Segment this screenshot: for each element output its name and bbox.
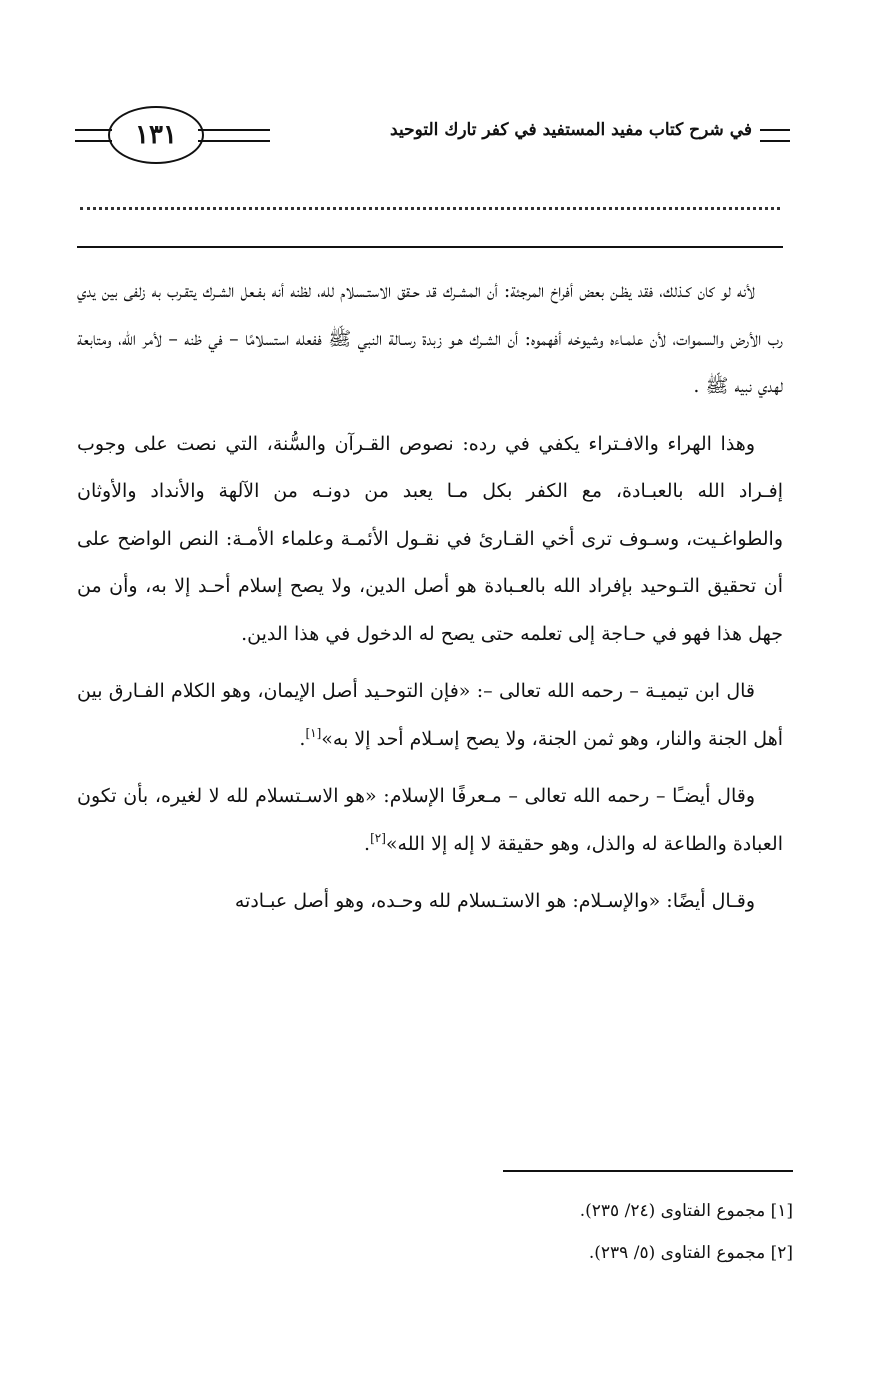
header-ornament-rule-left bbox=[75, 129, 112, 142]
page-header bbox=[70, 100, 790, 170]
paragraph-4-end: . bbox=[364, 832, 371, 855]
dotted-separator bbox=[80, 207, 780, 210]
page-number: ١٣١ bbox=[108, 106, 204, 164]
paragraph-4 bbox=[77, 773, 783, 868]
paragraph-4-text: وقال أيضـًا – رحمه الله تعالى – مـعرفًا الإسلام: «هو الاسـتسلام لله لا لغيره، بأن تكون العبادة والطاعة له والذل، وهو حقيقة لا إله إلا الله» bbox=[77, 785, 783, 855]
footnote-divider bbox=[503, 1170, 793, 1172]
header-ornament-rule-right bbox=[760, 129, 790, 142]
paragraph-5: وقـال أيضًا: «والإسـلام: هو الاستـسلام لله وحـده، وهو أصل عبـادته bbox=[234, 890, 755, 912]
footnote-2: [٢] مجموع الفتاوى (٥/ ٢٣٩). bbox=[588, 1243, 793, 1263]
paragraph-3 bbox=[77, 668, 783, 763]
main-text bbox=[77, 268, 783, 926]
header-divider bbox=[77, 246, 783, 248]
footnote-1: [١] مجموع الفتاوى (٢٤/ ٢٣٥). bbox=[579, 1201, 793, 1221]
header-ornament-rule-middle bbox=[198, 129, 270, 142]
paragraph-3-end: . bbox=[299, 727, 306, 750]
paragraph-1: لأنه لو كان كـذلك، فقد يظـن بعض أفراخ المرجئة: أن المشـرك قد حـقق الاستـسلام لله، لظنه أنه بفـعل الشـرك يتقـرب به زلفى بين يدي رب الأرض والسموات، لأن علمـاءه وشيوخه أفهموه: أن الشـرك هـو زبدة رسـالة النبي ﷺ ففعله استسلامًا – في ظنه – لأمر الله، ومتابعة لهدي نبيه ﷺ . bbox=[77, 280, 783, 397]
footnotes bbox=[293, 1190, 793, 1274]
paragraph-2: وهذا الهراء والافـتراء يكفي في رده: نصوص القـرآن والسُّنة، التي نصت على وجوب إفـراد الله بالعبـادة، مع الكفر بكل مـا يعبد من دونـه من الآلهة والأنداد والأوثان والطواغـيت، وسـوف ترى أخي القـارئ في نقـول الأئمـة وعلماء الأمـة: النص الواضح على أن تحقيق التـوحيد بإفراد الله بالعـبادة هو أصل الدين، ولا يصح إسلام أحـد إلا به، وأن من جهل هذا فهو في حـاجة إلى تعلمه حتى يصح له الدخول في هذا الدين. bbox=[77, 432, 783, 645]
footnote-ref-1: [١] bbox=[305, 725, 322, 740]
running-title: في شرح كتاب مفيد المستفيد في كفر تارك التوحيد bbox=[390, 120, 752, 140]
paragraph-3-text: قال ابن تيميـة – رحمه الله تعالى –: «فإن التوحـيد أصل الإيمان، وهو الكلام الفـارق بين أهل الجنة والنار، وهو ثمن الجنة، ولا يصح إسـلام أحد إلا به» bbox=[77, 680, 783, 750]
footnote-ref-2: [٢] bbox=[370, 830, 386, 845]
